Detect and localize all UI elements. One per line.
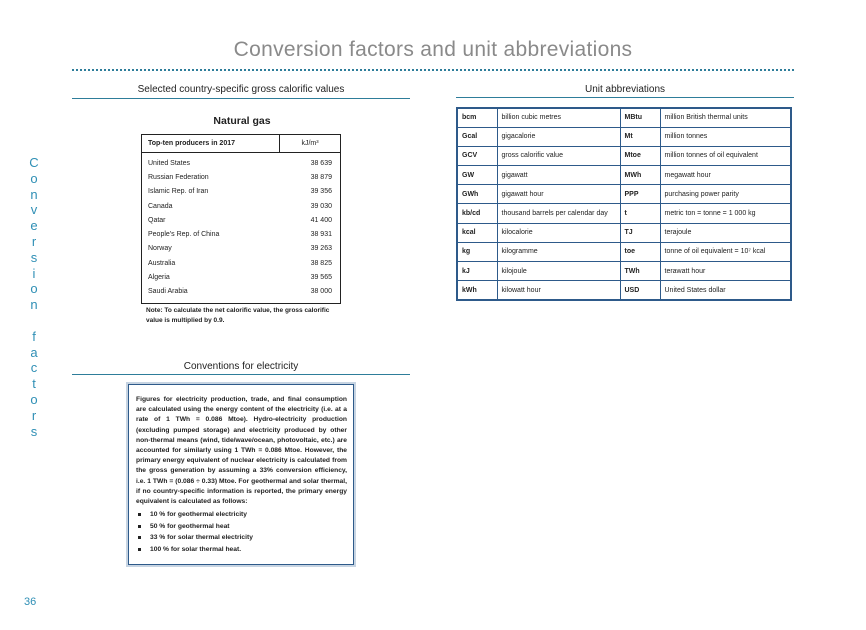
unit-row bbox=[457, 146, 791, 165]
producers-column-header: Top-ten producers in 2017 bbox=[148, 140, 235, 147]
unit-abbreviation-cell: GWh bbox=[457, 185, 497, 204]
calorific-value-cell: 39 356 bbox=[310, 188, 332, 196]
bullet-text: 10 % for geothermal electricity bbox=[150, 511, 248, 519]
unit-definition-cell: kilojoule bbox=[497, 262, 620, 281]
calorific-table-row bbox=[142, 185, 340, 199]
unit-abbreviation-cell: bcm bbox=[457, 108, 497, 127]
page-title: Conversion factors and unit abbreviations bbox=[233, 38, 633, 61]
unit-abbreviation-cell: t bbox=[620, 204, 660, 223]
unit-definition-cell: gross calorific value bbox=[497, 146, 620, 165]
unit-definition-cell: United States dollar bbox=[660, 281, 791, 300]
calorific-table bbox=[141, 134, 341, 304]
calorific-value-cell: 38 825 bbox=[310, 259, 332, 267]
electricity-body-text: Figures for electricity production, trade, and final consumption are calculated using the energy content of the electricity (i.e. at a rate of 1 TWh = 0.086 Mtoe). Hydro-electricity production (excluding pumped storage) and electricity produced by other non-thermal means (wind, tide/wave/ocean, photovoltaic, etc.) are accounted for similarly using 1 TWh = 0.086 Mtoe. However, the primary energy equivalent of nuclear electricity is calculated from the gross generation by assuming a 33% conversion efficiency, i.e. 1 TWh = (0.086 ÷ 0.33) Mtoe. For geothermal and solar thermal, if no country-specific information is reported, the primary energy equivalent is calculated as follows: bbox=[136, 396, 347, 506]
calorific-table-row bbox=[142, 199, 340, 213]
unit-definition-cell: terawatt hour bbox=[660, 262, 791, 281]
bullet-icon bbox=[138, 513, 141, 516]
side-label-letter: e bbox=[30, 218, 38, 234]
calorific-section-heading: Selected country-specific gross calorific values bbox=[137, 84, 345, 95]
unit-abbreviation-cell: TJ bbox=[620, 223, 660, 242]
unit-row bbox=[457, 108, 791, 127]
calorific-table-row bbox=[142, 227, 340, 241]
bullet-text: 100 % for solar thermal heat. bbox=[150, 545, 242, 553]
electricity-heading-rule bbox=[72, 374, 410, 375]
unit-definition-cell: megawatt hour bbox=[660, 166, 791, 185]
bullet-icon bbox=[138, 548, 141, 551]
side-label-letter: s bbox=[30, 249, 38, 265]
calorific-value-cell: 41 400 bbox=[310, 216, 332, 224]
country-cell: Norway bbox=[148, 245, 172, 253]
calorific-value-cell: 38 879 bbox=[310, 173, 332, 181]
unit-abbreviation-cell: MBtu bbox=[620, 108, 660, 127]
side-label-letter: o bbox=[30, 391, 38, 407]
unit-abbreviation-cell: GW bbox=[457, 166, 497, 185]
title-divider bbox=[72, 69, 794, 71]
unit-column-header: kJ/m³ bbox=[279, 135, 340, 152]
calorific-table-row bbox=[142, 213, 340, 227]
bullet-icon bbox=[138, 536, 141, 539]
unit-row bbox=[457, 223, 791, 242]
unit-definition-cell: gigawatt bbox=[497, 166, 620, 185]
unit-abbreviation-cell: toe bbox=[620, 242, 660, 261]
side-label-letter: i bbox=[32, 265, 36, 281]
calorific-heading-rule bbox=[72, 98, 410, 99]
side-label-letter: f bbox=[32, 328, 36, 344]
country-cell: Islamic Rep. of Iran bbox=[148, 188, 209, 196]
side-label-letter: v bbox=[30, 202, 38, 218]
country-cell: Russian Federation bbox=[148, 173, 209, 181]
country-cell: United States bbox=[148, 159, 191, 167]
side-section-label bbox=[26, 155, 42, 439]
unit-definition-cell: kilowatt hour bbox=[497, 281, 620, 300]
calorific-table-row bbox=[142, 156, 340, 170]
calorific-value-cell: 38 931 bbox=[310, 231, 332, 239]
unit-row bbox=[457, 262, 791, 281]
side-label-letter: n bbox=[30, 297, 38, 313]
electricity-conventions-box bbox=[128, 384, 354, 565]
unit-abbreviation-cell: kWh bbox=[457, 281, 497, 300]
units-heading-rule bbox=[456, 97, 794, 98]
calorific-table-row bbox=[142, 270, 340, 284]
unit-abbreviation-cell: kg bbox=[457, 242, 497, 261]
unit-abbreviation-cell: USD bbox=[620, 281, 660, 300]
unit-definition-cell: million tonnes bbox=[660, 127, 791, 146]
unit-abbreviation-cell: Mtoe bbox=[620, 146, 660, 165]
unit-abbreviation-cell: kcal bbox=[457, 223, 497, 242]
calorific-table-row bbox=[142, 242, 340, 256]
unit-definition-cell: gigacalorie bbox=[497, 127, 620, 146]
unit-abbreviations-table bbox=[456, 107, 792, 301]
country-cell: Saudi Arabia bbox=[148, 288, 188, 296]
calorific-value-cell: 39 565 bbox=[310, 274, 332, 282]
unit-abbreviation-cell: kb/cd bbox=[457, 204, 497, 223]
calorific-value-cell: 38 000 bbox=[310, 288, 332, 296]
side-label-letter: o bbox=[30, 170, 38, 186]
unit-abbreviation-cell: PPP bbox=[620, 185, 660, 204]
unit-abbreviation-cell: kJ bbox=[457, 262, 497, 281]
calorific-note: Note: To calculate the net calorific value, the gross calorific value is multiplied by 0.9. bbox=[146, 307, 330, 324]
electricity-bullet-list bbox=[136, 509, 347, 555]
calorific-table-row bbox=[142, 170, 340, 184]
calorific-table-header bbox=[142, 135, 340, 153]
unit-abbreviation-cell: Mt bbox=[620, 127, 660, 146]
calorific-table-row bbox=[142, 256, 340, 270]
electricity-section-heading: Conventions for electricity bbox=[183, 361, 299, 372]
unit-definition-cell: metric ton = tonne = 1 000 kg bbox=[660, 204, 791, 223]
country-cell: Canada bbox=[148, 202, 173, 210]
bullet-icon bbox=[138, 525, 141, 528]
side-label-letter: C bbox=[29, 155, 39, 170]
calorific-value-cell: 39 030 bbox=[310, 202, 332, 210]
unit-definition-cell: thousand barrels per calendar day bbox=[497, 204, 620, 223]
side-label-letter: n bbox=[30, 186, 38, 202]
unit-definition-cell: tonne of oil equivalent = 10⁷ kcal bbox=[660, 242, 791, 261]
bullet-text: 50 % for geothermal heat bbox=[150, 522, 230, 530]
calorific-table-row bbox=[142, 285, 340, 299]
unit-row bbox=[457, 166, 791, 185]
unit-abbreviation-cell: TWh bbox=[620, 262, 660, 281]
unit-row bbox=[457, 242, 791, 261]
electricity-bullet-item bbox=[136, 521, 347, 533]
side-label-letter: a bbox=[30, 344, 38, 360]
side-label-letter bbox=[26, 313, 42, 329]
unit-definition-cell: million British thermal units bbox=[660, 108, 791, 127]
unit-row bbox=[457, 281, 791, 300]
side-label-letter: c bbox=[30, 360, 38, 376]
unit-row bbox=[457, 204, 791, 223]
unit-abbreviation-cell: MWh bbox=[620, 166, 660, 185]
electricity-bullet-item bbox=[136, 509, 347, 521]
calorific-value-cell: 39 263 bbox=[310, 245, 332, 253]
side-label-letter: t bbox=[32, 376, 36, 392]
unit-definition-cell: kilogramme bbox=[497, 242, 620, 261]
unit-row bbox=[457, 185, 791, 204]
unit-abbreviation-cell: GCV bbox=[457, 146, 497, 165]
unit-definition-cell: kilocalorie bbox=[497, 223, 620, 242]
unit-definition-cell: billion cubic metres bbox=[497, 108, 620, 127]
side-label-letter: r bbox=[31, 233, 37, 249]
side-label-letter: r bbox=[31, 407, 37, 423]
unit-abbreviation-cell: Gcal bbox=[457, 127, 497, 146]
unit-row bbox=[457, 127, 791, 146]
bullet-text: 33 % for solar thermal electricity bbox=[150, 534, 253, 542]
calorific-table-body bbox=[142, 153, 340, 303]
side-label-letter: s bbox=[30, 423, 38, 439]
side-label-letter: o bbox=[30, 281, 38, 297]
natural-gas-title: Natural gas bbox=[213, 115, 271, 127]
unit-definition-cell: million tonnes of oil equivalent bbox=[660, 146, 791, 165]
country-cell: Australia bbox=[148, 259, 176, 267]
country-cell: Algeria bbox=[148, 274, 170, 282]
country-cell: Qatar bbox=[148, 216, 166, 224]
page-number: 36 bbox=[24, 596, 37, 608]
calorific-value-cell: 38 639 bbox=[310, 159, 332, 167]
unit-definition-cell: purchasing power parity bbox=[660, 185, 791, 204]
country-cell: People's Rep. of China bbox=[148, 231, 220, 239]
units-section-heading: Unit abbreviations bbox=[584, 84, 666, 95]
electricity-bullet-item bbox=[136, 544, 347, 556]
electricity-bullet-item bbox=[136, 532, 347, 544]
unit-definition-cell: gigawatt hour bbox=[497, 185, 620, 204]
unit-definition-cell: terajoule bbox=[660, 223, 791, 242]
